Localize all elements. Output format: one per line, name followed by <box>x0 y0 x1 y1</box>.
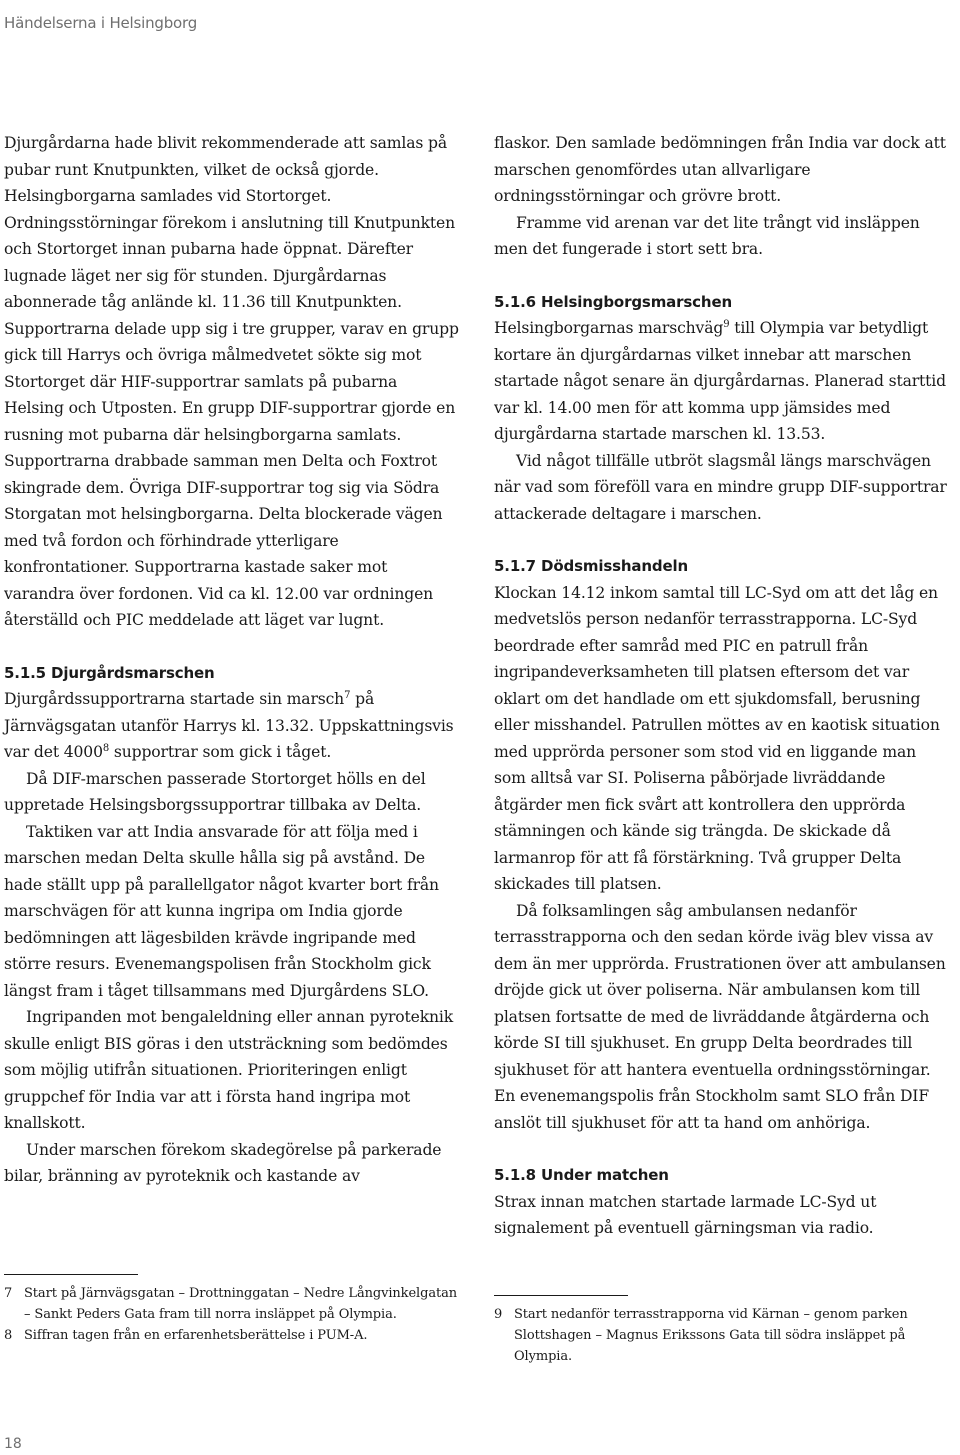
section-heading-5-1-6: 5.1.6 Helsingborgsmarschen <box>494 292 732 311</box>
left-column <box>4 130 460 1190</box>
paragraph: Strax innan matchen startade larmade LC-Syd ut signalement på eventuell gärningsman via radio. <box>494 1192 877 1237</box>
footnotes-right <box>494 1295 948 1367</box>
footnote-9 <box>494 1304 948 1367</box>
footnote-number: 7 <box>4 1286 13 1301</box>
running-header: Händelserna i Helsingborg <box>4 14 198 32</box>
paragraph: Helsingborgarnas marschväg$^9$ till Olympia var betydligt kortare än djurgårdarnas vilket innebar att marschen startade något senare än djurgårdarnas. Planerad starttid var kl. 14.00 men för att komma upp jämsides med djurgårdarna startade marschen kl. 13.53. <box>494 319 946 443</box>
footnote-8 <box>4 1325 460 1346</box>
page-number: 18 <box>4 1436 22 1452</box>
paragraph: Ingripanden mot bengaleldning eller annan pyroteknik skulle enligt BIS göras i den utsträckning som bedömdes som möjlig utifrån situationen. Prioriteringen enligt gruppchef för India var att i första hand ingripa mot knallskott. <box>4 1008 454 1132</box>
footnote-text: Start nedanför terrasstrapporna vid Kärnan – genom parken Slottshagen – Magnus Erikssons Gata till södra insläppet på Olympia. <box>514 1307 908 1364</box>
footnote-number: 8 <box>4 1328 13 1343</box>
footnote-text: Start på Järnvägsgatan – Drottninggatan – Nedre Långvinkelgatan – Sankt Peders Gata fram till norra insläppet på Olympia. <box>24 1286 458 1322</box>
section-heading-5-1-8: 5.1.8 Under matchen <box>494 1166 669 1184</box>
section-heading-5-1-5: 5.1.5 Djurgårdsmarschen <box>4 663 215 682</box>
footnote-ref-7[interactable]: 7 <box>344 690 351 701</box>
paragraph: Då DIF-marschen passerade Stortorget hölls en del uppretade Helsingsborgssupportrar tillbaka av Delta. <box>4 769 426 814</box>
paragraph: Klockan 14.12 inkom samtal till LC-Syd om att det låg en medvetslös person nedanför terrasstrapporna. LC-Syd beordrade efter samråd med PIC en patrull från ingripandeverksamheten till platsen eftersom det var oklart om det handlade om ett sjukdomsfall, berusning eller misshandel. Patrullen möttes av en kaotisk situation med upprörda personer som stod vid en liggande man som alltså var SI. Poliserna påbörjade livräddande åtgärder men fick svårt att kontrollera den upprörda stämningen och kände sig trängda. De skickade då larmanrop för att få förstärkning. Två grupper Delta skickades till platsen. <box>494 583 940 893</box>
footnote-ref-9[interactable]: 9 <box>723 319 730 330</box>
paragraph: Vid något tillfälle utbröt slagsmål längs marschvägen när vad som föreföll vara en mindre grupp DIF-supportrar attackerade deltagare i marschen. <box>494 451 947 523</box>
footnote-divider <box>4 1274 138 1275</box>
footnotes-left <box>4 1274 460 1346</box>
paragraph: Under marschen förekom skadegörelse på parkerade bilar, bränning av pyroteknik och kastande av <box>4 1140 442 1185</box>
footnote-text: Siffran tagen från en erfarenhetsberättelse i PUM-A. <box>24 1328 368 1343</box>
paragraph: Djurgårdssupportrarna startade sin marsch$^7$ på Järnvägsgatan utanför Harrys kl. 13.32. Uppskattningsvis var det 4000$^8$ supportrar som gick i tåget. <box>4 690 454 761</box>
paragraph: flaskor. Den samlade bedömningen från India var dock att marschen genomfördes utan allvarligare ordningsstörningar och grövre brott. <box>494 134 946 205</box>
footnote-ref-8[interactable]: 8 <box>102 743 110 754</box>
paragraph: Djurgårdarna hade blivit rekommenderade att samlas på pubar runt Knutpunkten, vilket de också gjorde. Helsingborgarna samlades vid Stortorget. Ordningsstörningar förekom i anslutning till Knutpunkten och Stortorget innan pubarna hade öppnat. Därefter lugnade läget ner sig för stunden. Djurgårdarnas abonnerade tåg anlände kl. 11.36 till Knutpunkten. Supportrarna delade upp sig i tre grupper, varav en grupp gick till Harrys och övriga målmedvetet sökte sig mot Stortorget där HIF-supportrar samlats på pubarna Helsing och Utposten. En grupp DIF-supportrar gjorde en rusning mot pubarna där helsingborgarna samlats. Supportrarna drabbade samman men Delta och Foxtrot skingrade dem. Övriga DIF-supportrar tog sig via Södra Storgatan mot helsingborgarna. Delta blockerade vägen med två fordon och förhindrade ytterligare konfrontationer. Supportrarna kastade saker mot varandra över fordonen. Vid ca kl. 12.00 var ordningen återställd och PIC meddelade att läget var lugnt. <box>4 134 459 629</box>
footnote-number: 9 <box>494 1307 503 1322</box>
paragraph: Framme vid arenan var det lite trångt vid insläppen men det fungerade i stort sett bra. <box>494 213 920 258</box>
section-heading-5-1-7: 5.1.7 Dödsmisshandeln <box>494 557 689 575</box>
footnote-7 <box>4 1283 460 1325</box>
right-column <box>494 130 948 1242</box>
paragraph: Taktiken var att India ansvarade för att följa med i marschen medan Delta skulle hålla sig på avstånd. De hade ställt upp på parallellgator något kvarter bort från marschvägen för att kunna ingripa om India gjorde bedömningen att lägesbilden krävde ingripande med större resurs. Evenemangspolisen från Stockholm gick längst fram i tåget tillsammans med Djurgårdens SLO. <box>4 822 439 1000</box>
paragraph: Då folksamlingen såg ambulansen nedanför terrasstrapporna och den sedan körde iväg blev vissa av dem än mer upprörda. Frustrationen över att ambulansen dröjde gick ut över poliserna. När ambulansen kom till platsen fortsatte de med de livräddande åtgärderna och körde SI till sjukhuset. En grupp Delta beordrades till sjukhuset för att hantera eventuella ordningsstörningar. En evenemangspolis från Stockholm samt SLO från DIF anslöt till sjukhuset för att ta hand om anhöriga. <box>494 901 946 1132</box>
footnote-divider <box>494 1295 628 1296</box>
